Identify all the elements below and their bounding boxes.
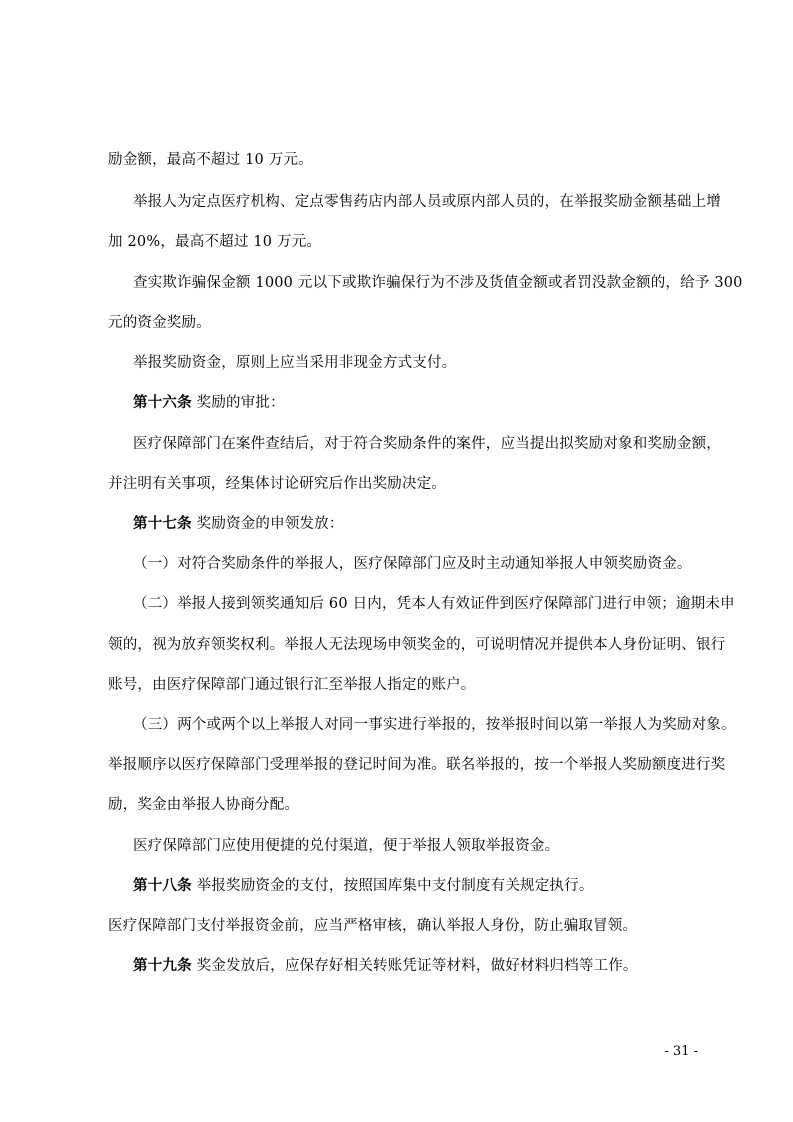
article-18 [133,876,594,896]
body-text-line: 查实欺诈骗保金额 1000 元以下或欺诈骗保行为不涉及货值金额或者罚没款金额的，给予 300 [133,275,743,291]
article-17-label: 第十七条 [133,515,192,532]
body-text-line: 领的，视为放弃领奖权利。举报人无法现场申领奖金的，可说明情况并提供本人身份证明、银行 [108,637,726,653]
body-text-line: 励金额，最高不超过 10 万元。 [108,152,313,168]
article-16-label: 第十六条 [133,394,192,411]
body-text-line: 并注明有关事项，经集体讨论研究后作出奖励决定。 [108,476,447,492]
article-19-text: 奖金发放后，应保存好相关转账凭证等材料，做好材料归档等工作。 [196,958,638,974]
body-text-line: 医疗保障部门应使用便捷的兑付渠道，便于举报人领取举报资金。 [133,838,560,854]
article-19-label: 第十九条 [133,957,192,974]
body-text-line: 医疗保障部门支付举报资金前，应当严格审核，确认举报人身份，防止骗取冒领。 [108,918,638,934]
clause-2: （二）举报人接到领奖通知后 60 日内，凭本人有效证件到医疗保障部门进行申领；逾期未申 [133,596,735,612]
article-17 [133,514,344,534]
body-text-line: 举报顺序以医疗保障部门受理举报的登记时间为准。联名举报的，按一个举报人奖励额度进行奖 [108,757,726,773]
body-text-line: 举报奖励资金，原则上应当采用非现金方式支付。 [133,355,457,371]
article-16-text: 奖励的审批： [196,395,285,411]
clause-3: （三）两个或两个以上举报人对同一事实进行举报的，按举报时间以第一举报人为奖励对象。 [133,717,736,733]
page-number: - 31 - [664,1044,698,1059]
article-18-label: 第十八条 [133,877,192,894]
body-text-line: 元的资金奖励。 [108,315,211,331]
body-text-line: 账号，由医疗保障部门通过银行汇至举报人指定的账户。 [108,677,476,693]
body-text-line: 举报人为定点医疗机构、定点零售药店内部人员或原内部人员的，在举报奖励金额基础上增 [133,194,721,210]
article-18-text: 举报奖励资金的支付，按照国库集中支付制度有关规定执行。 [196,878,594,894]
article-16 [133,393,285,413]
clause-1: （一）对符合奖励条件的举报人，医疗保障部门应及时主动通知举报人申领奖励资金。 [133,556,692,572]
body-text-line: 医疗保障部门在案件查结后，对于符合奖励条件的案件，应当提出拟奖励对象和奖励金额， [133,436,721,452]
article-17-text: 奖励资金的申领发放： [196,516,344,532]
article-19 [133,956,638,976]
body-text-line: 加 20%，最高不超过 10 万元。 [108,234,322,250]
body-text-line: 励，奖金由举报人协商分配。 [108,797,300,813]
